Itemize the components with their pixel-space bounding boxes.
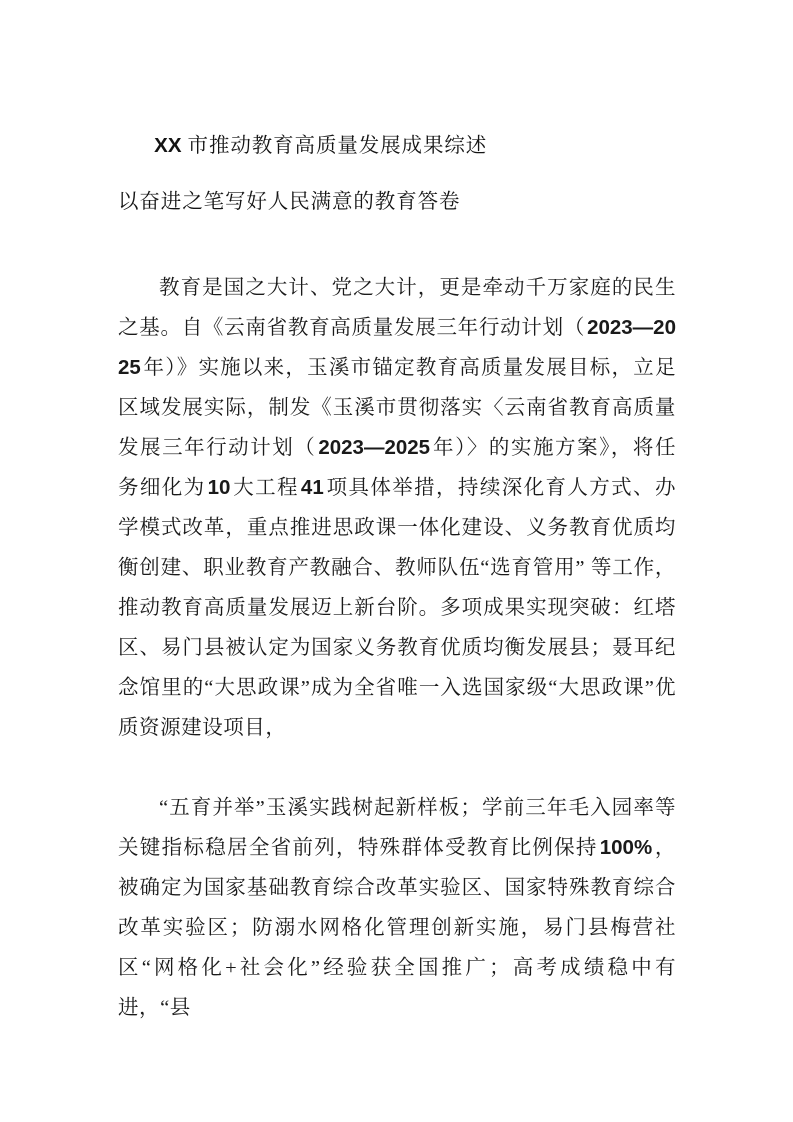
inline-number: 10 [207,476,231,499]
body-paragraph: “五育并举”玉溪实践树起新样板；学前三年毛入园率等关键指标稳居全省前列，特殊群体受教育比例保持100%，被确定为国家基础教育综合改革实验区、国家特殊教育综合改革实验区；防溺水网格化管理创新实施，易门县梅营社区“网格化+社会化”经验获全国推广；高考成绩稳中有进，“县 [118,797,676,1019]
inline-number: 2023—2025 [118,316,676,379]
document-title-rest: 市推动教育高质量发展成果综述 [181,135,488,157]
inline-number: 2023—2025 [318,436,431,459]
inline-number: 41 [300,476,324,499]
document-title [118,104,487,188]
document-subtitle: 以奋进之笔写好人民满意的教育答卷 [118,191,461,213]
inline-number: 100% [599,836,653,859]
body-paragraph: 教育是国之大计、党之大计，更是牵动千万家庭的民生之基。自《云南省教育高质量发展三年行动计划（2023—2025年）》实施以来，玉溪市锚定教育高质量发展目标，立足区域发展实际，制发《玉溪市贯彻落实〈云南省教育高质量发展三年行动计划（2023—2025年）〉的实施方案》，将任务细化为10大工程41项具体举措，持续深化育人方式、办学模式改革，重点推进思政课一体化建设、义务教育优质均衡创建、职业教育产教融合、教师队伍“选育管用” 等工作，推动教育高质量发展迈上新台阶。多项成果实现突破：红塔区、易门县被认定为国家义务教育优质均衡发展县；聂耳纪念馆里的“大思政课”成为全省唯一入选国家级“大思政课”优质资源建设项目， [118,277,677,739]
document-title-latin-prefix: XX [154,134,182,157]
document-body [118,268,676,1028]
